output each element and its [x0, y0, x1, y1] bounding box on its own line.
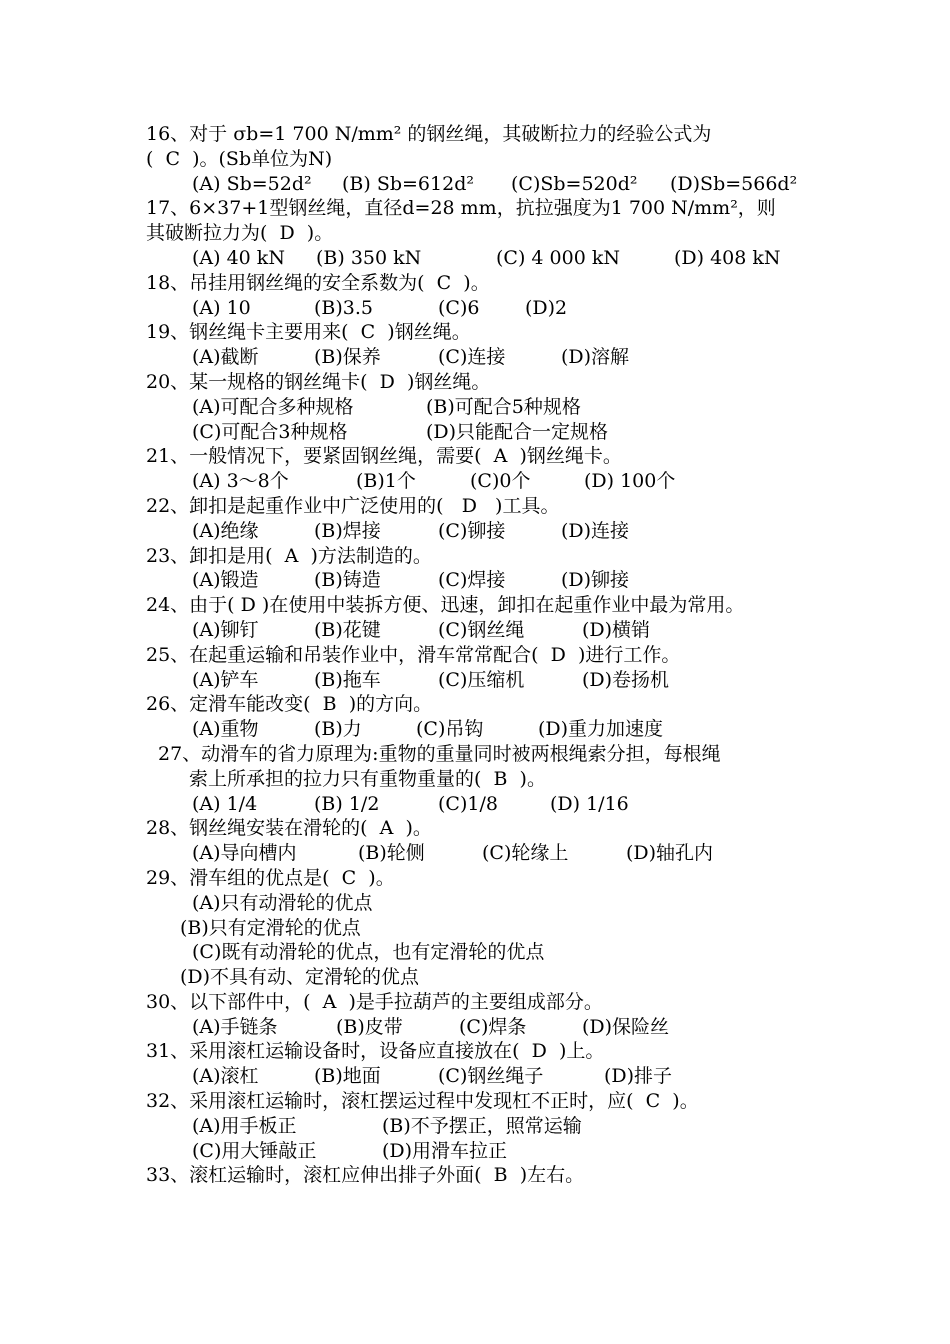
option-c: (C)0个 [470, 470, 531, 493]
question-20-options-row-2 [0, 420, 950, 445]
question-27-options [0, 792, 950, 817]
question-25-options [0, 668, 950, 693]
option-a: (A)手链条 [192, 1015, 278, 1038]
option-c: (C)钢丝绳子 [438, 1065, 544, 1088]
option-d: (D)横销 [582, 618, 651, 641]
option-a: (A)导向槽内 [192, 842, 297, 865]
option-c: (C)用大锤敲正 [192, 1139, 317, 1162]
question-21-options [0, 469, 950, 494]
option-a: (A)锻造 [192, 569, 259, 592]
option-d: (D)铆接 [561, 569, 630, 592]
question-32-stem: 32、采用滚杠运输时，滚杠摆运过程中发现杠不正时，应( C )。 [146, 1090, 699, 1113]
option-d: (D)排子 [604, 1065, 673, 1088]
question-29-option-a: (A)只有动滑轮的优点 [192, 891, 373, 914]
option-d: (D)连接 [561, 519, 630, 542]
question-28-stem: 28、钢丝绳安装在滑轮的( A )。 [146, 817, 432, 840]
question-31-stem: 31、采用滚杠运输设备时，设备应直接放在( D )上。 [146, 1040, 605, 1063]
question-18-options [0, 296, 950, 321]
question-17-line-2: 其破断拉力为( D )。 [146, 222, 334, 245]
question-18-stem: 18、吊挂用钢丝绳的安全系数为( C )。 [146, 271, 490, 294]
question-26-options [0, 717, 950, 742]
option-a: (A) 3～8个 [192, 470, 289, 493]
question-26-stem: 26、定滑车能改变( B )的方向。 [146, 693, 433, 716]
option-c: (C)6 [438, 296, 480, 319]
question-17-options [0, 246, 950, 271]
option-b: (B) 1/2 [314, 792, 380, 815]
option-c: (C)钢丝绳 [438, 618, 525, 641]
question-27-line-2: 索上所承担的拉力只有重物重量的( B )。 [189, 767, 546, 790]
option-c: (C)焊条 [459, 1015, 527, 1038]
option-b: (B) 350 kN [316, 246, 422, 269]
question-24-options [0, 618, 950, 643]
option-a: (A) 10 [192, 296, 251, 319]
option-b: (B)轮侧 [358, 842, 425, 865]
option-c: (C)吊钩 [416, 718, 484, 741]
question-28-options [0, 841, 950, 866]
option-c: (C)焊接 [438, 569, 506, 592]
question-23-stem: 23、卸扣是用( A )方法制造的。 [146, 544, 432, 567]
question-31-options [0, 1064, 950, 1089]
question-22-stem: 22、卸扣是起重作业中广泛使用的( D )工具。 [146, 494, 560, 517]
question-29-stem: 29、滑车组的优点是( C )。 [146, 866, 395, 889]
question-21-stem: 21、一般情况下，要紧固钢丝绳，需要( A )钢丝绳卡。 [146, 445, 622, 468]
option-c: (C)Sb=520d² [511, 172, 638, 195]
option-b: (B)可配合5种规格 [426, 395, 581, 418]
option-d: (D)Sb=566d² [670, 172, 798, 195]
option-b: (B) Sb=612d² [342, 172, 474, 195]
question-32-options-row-2 [0, 1139, 950, 1164]
question-25-stem: 25、在起重运输和吊装作业中，滑车常常配合( D )进行工作。 [146, 643, 681, 666]
option-d: (D) 1/16 [550, 792, 629, 815]
question-27-line-1: 27、动滑车的省力原理为:重物的重量同时被两根绳索分担，每根绳 [158, 742, 721, 765]
option-c: (C)轮缘上 [482, 842, 569, 865]
question-29-option-b: (B)只有定滑轮的优点 [180, 916, 361, 939]
option-b: (B)花键 [314, 618, 381, 641]
option-b: (B)皮带 [336, 1015, 403, 1038]
option-d: (D)重力加速度 [538, 718, 664, 741]
option-d: (D) 408 kN [674, 246, 781, 269]
option-b: (B)地面 [314, 1065, 381, 1088]
question-24-stem: 24、由于( D )在使用中装拆方便、迅速，卸扣在起重作业中最为常用。 [146, 594, 745, 617]
option-b: (B)3.5 [314, 296, 374, 319]
question-30-options [0, 1015, 950, 1040]
option-c: (C)铆接 [438, 519, 506, 542]
option-d: (D) 100个 [584, 470, 676, 493]
option-a: (A)重物 [192, 718, 259, 741]
question-20-options-row-1 [0, 395, 950, 420]
question-29-option-c: (C)既有动滑轮的优点，也有定滑轮的优点 [192, 941, 545, 964]
option-a: (A) 1/4 [192, 792, 258, 815]
option-a: (A)用手板正 [192, 1114, 297, 1137]
question-17-line-1: 17、6×37+1型钢丝绳，直径d=28 mm，抗拉强度为1 700 N/mm²，则 [146, 197, 776, 220]
option-b: (B)保养 [314, 346, 381, 369]
option-c: (C)可配合3种规格 [192, 420, 348, 443]
option-d: (D)溶解 [561, 346, 630, 369]
option-b: (B)焊接 [314, 519, 381, 542]
option-a: (A)截断 [192, 346, 259, 369]
question-29-option-d: (D)不具有动、定滑轮的优点 [180, 966, 420, 989]
question-20-stem: 20、某一规格的钢丝绳卡( D )钢丝绳。 [146, 370, 491, 393]
document-page [0, 122, 950, 1188]
question-23-options [0, 568, 950, 593]
option-a: (A)铲车 [192, 668, 259, 691]
option-b: (B)铸造 [314, 569, 381, 592]
question-33-stem: 33、滚杠运输时，滚杠应伸出排子外面( B )左右。 [146, 1164, 585, 1187]
question-19-options [0, 345, 950, 370]
option-d: (D)只能配合一定规格 [426, 420, 609, 443]
option-a: (A)滚杠 [192, 1065, 259, 1088]
option-d: (D)用滑车拉正 [382, 1139, 508, 1162]
option-b: (B)力 [314, 718, 362, 741]
question-19-stem: 19、钢丝绳卡主要用来( C )钢丝绳。 [146, 321, 471, 344]
option-b: (B)不予摆正，照常运输 [382, 1114, 582, 1137]
option-a: (A)铆钉 [192, 618, 259, 641]
option-a: (A)可配合多种规格 [192, 395, 354, 418]
option-c: (C)连接 [438, 346, 506, 369]
option-a: (A)绝缘 [192, 519, 259, 542]
option-b: (B)拖车 [314, 668, 381, 691]
option-b: (B)1个 [356, 470, 416, 493]
option-c: (C) 4 000 kN [496, 246, 620, 269]
option-c: (C)1/8 [438, 792, 498, 815]
option-a: (A) Sb=52d² [192, 172, 312, 195]
question-32-options-row-1 [0, 1114, 950, 1139]
question-16-line-1: 16、对于 σb=1 700 N/mm² 的钢丝绳，其破断拉力的经验公式为 [146, 123, 712, 145]
question-16-line-2: ( C )。(Sb单位为N) [146, 147, 333, 170]
question-30-stem: 30、以下部件中，( A )是手拉葫芦的主要组成部分。 [146, 990, 603, 1013]
option-d: (D)保险丝 [582, 1015, 670, 1038]
option-d: (D)卷扬机 [582, 668, 670, 691]
option-d: (D)2 [525, 296, 568, 319]
option-d: (D)轴孔内 [626, 842, 714, 865]
option-a: (A) 40 kN [192, 246, 285, 269]
option-c: (C)压缩机 [438, 668, 525, 691]
question-22-options [0, 519, 950, 544]
question-16-options [0, 172, 950, 197]
